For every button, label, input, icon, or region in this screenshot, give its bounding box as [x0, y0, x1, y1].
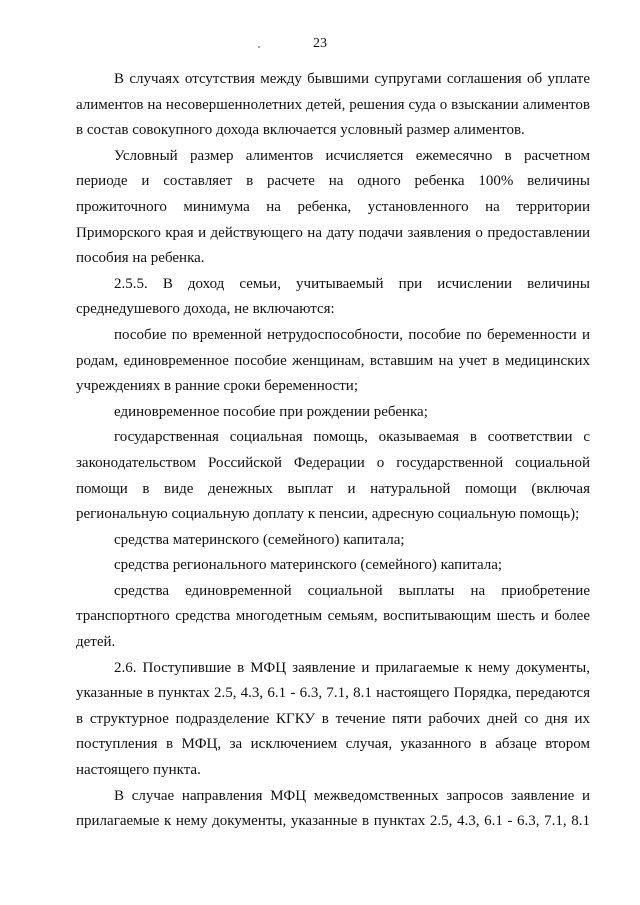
page-number: 23 [313, 36, 327, 51]
paragraph-conditional-alimony: Условный размер алиментов исчисляется ежемесячно в расчетном периоде и составляет в расчете на одного ребенка 100% величины прожиточного минимума на ребенка, установленного на территории Приморского края и действующего на дату подачи заявления о предоставлении пособия на ребенка. [76, 147, 590, 267]
paragraph-alimony-absence: В случаях отсутствия между бывшими супругами соглашения об уплате алиментов на несовершеннолетних детей, решения суда о взыскании алиментов в состав совокупного дохода включается условный размер алиментов. [76, 71, 590, 139]
paragraph-state-social-assistance: государственная социальная помощь, оказываемая в соответствии с законодательством Российской Федерации о государственной социальной помощи в виде денежных выплат и натуральной помощи (включая региональную социальную доплату к пенсии, адресную социальную помощь); [76, 429, 590, 523]
paragraph-birth-benefit: единовременное пособие при рождении ребенка; [114, 403, 428, 420]
paragraph-section-2-5-5: 2.5.5. В доход семьи, учитываемый при исчислении величины среднедушевого дохода, не включаются: [76, 275, 590, 318]
scan-speck [258, 46, 260, 48]
paragraph-regional-maternity-capital: средства регионального материнского (семейного) капитала; [114, 557, 503, 574]
paragraph-interagency-requests: В случае направления МФЦ межведомственных запросов заявление и прилагаемые к нему документы, указанные в пунктах 2.5, 4.3, 6.1 - 6.3, 7.1, 8.1 [76, 787, 590, 830]
paragraph-vehicle-payment: средства единовременной социальной выплаты на приобретение транспортного средства многодетным семьям, воспитывающим шесть и более детей. [76, 582, 590, 651]
paragraph-temporary-disability-benefit: пособие по временной нетрудоспособности, пособие по беременности и родам, единовременное пособие женщинам, вставшим на учет в медицинских учреждениях в ранние сроки беременности; [76, 326, 590, 395]
document-body [76, 67, 590, 835]
paragraph-maternity-capital: средства материнского (семейного) капитала; [114, 531, 405, 548]
paragraph-section-2-6: 2.6. Поступившие в МФЦ заявление и прилагаемые к нему документы, указанные в пунктах 2.5, 4.3, 6.1 - 6.3, 7.1, 8.1 настоящего Порядка, передаются в структурное подразделение КГКУ в течение пяти рабочих дней со дня их поступления в МФЦ, за исключением случая, указанного в абзаце втором настоящего пункта. [76, 659, 590, 779]
